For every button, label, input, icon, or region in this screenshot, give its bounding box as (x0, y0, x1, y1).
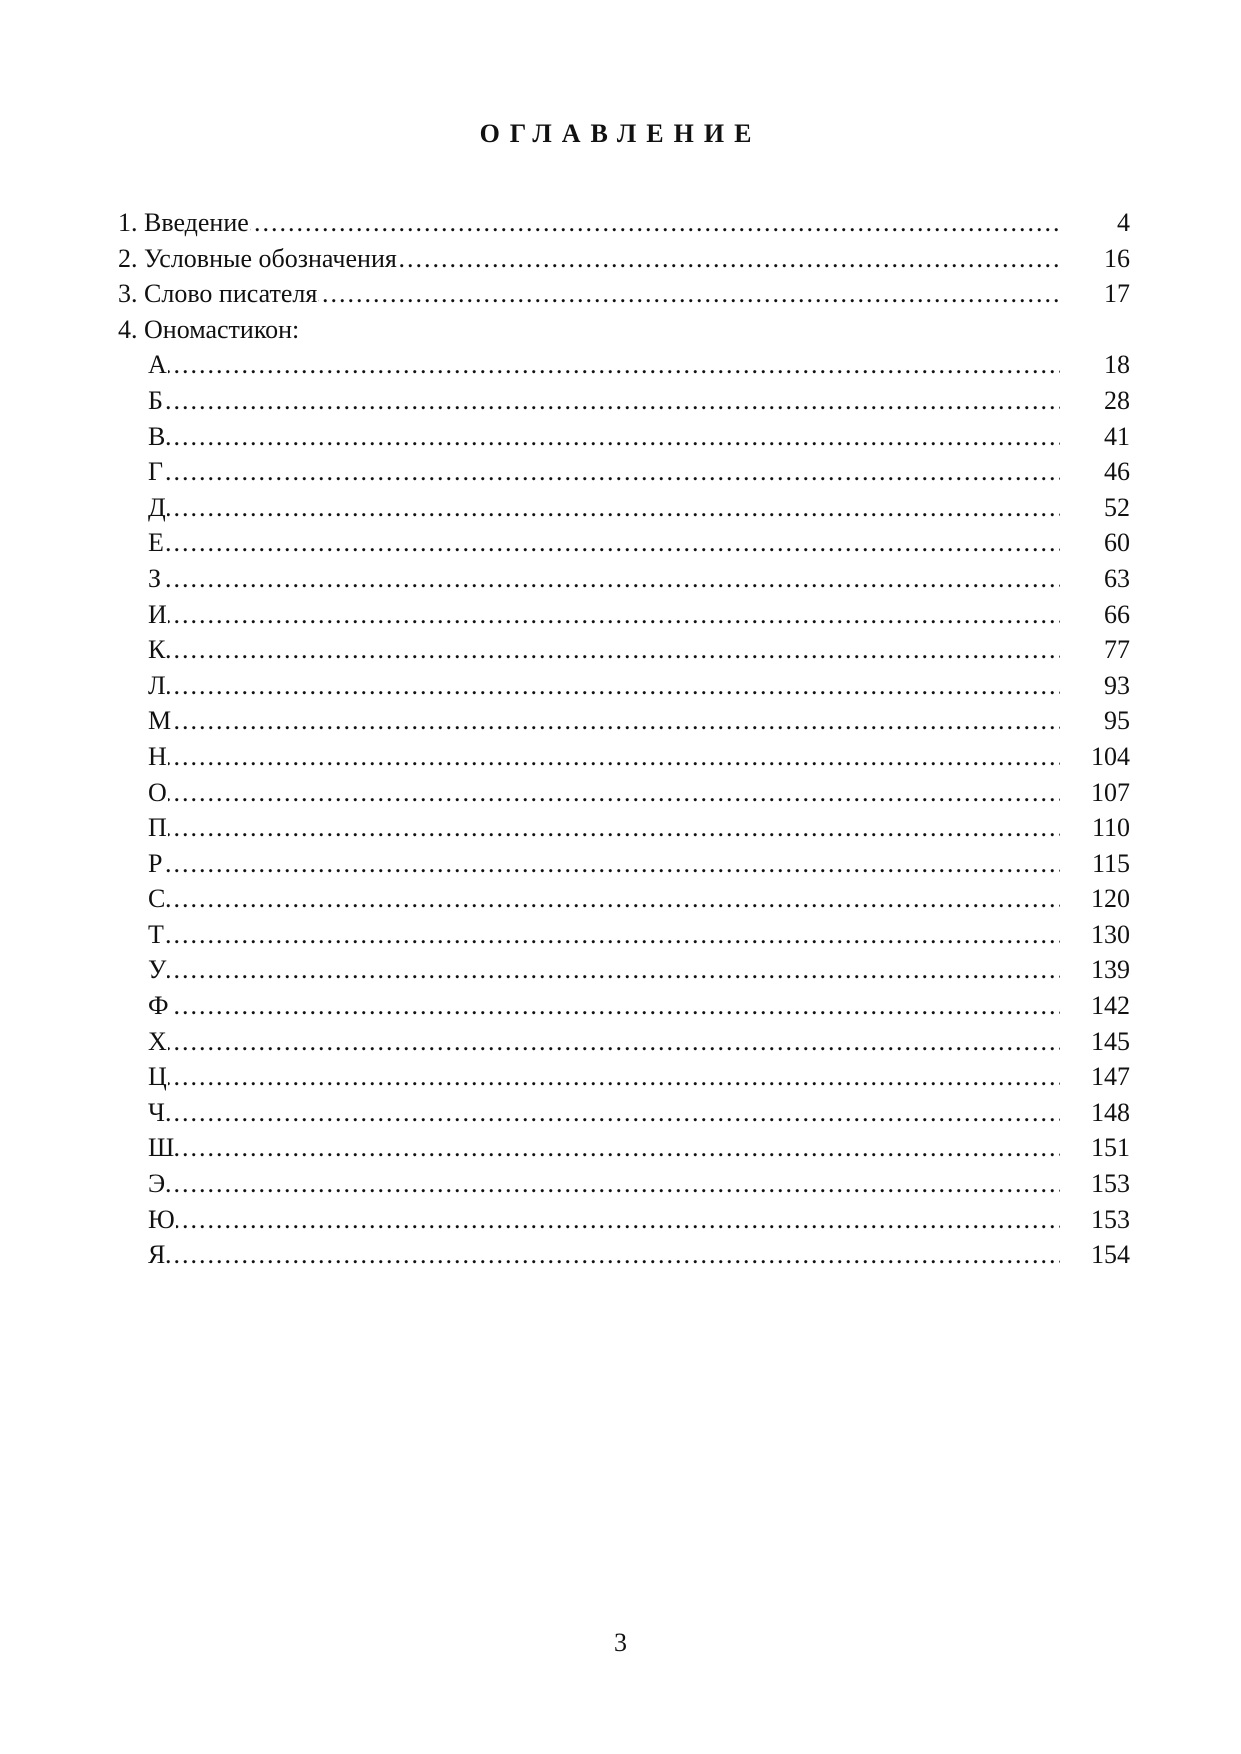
toc-entry-page: 16 (1098, 241, 1130, 277)
toc-entry (118, 525, 1130, 561)
dot-leader (148, 668, 1060, 704)
toc-entry-label: М (148, 706, 172, 736)
toc-entry (118, 668, 1130, 704)
toc-entry-page: 63 (1098, 561, 1130, 597)
toc-entry-label: Д (148, 492, 166, 522)
dot-leader (148, 1024, 1060, 1060)
toc-entry (118, 205, 1130, 241)
toc-entry-label: Э (148, 1169, 166, 1199)
dot-leader (148, 988, 1060, 1024)
toc-entry (118, 632, 1130, 668)
toc-entry-label: З (148, 563, 162, 593)
page-number: 3 (614, 1628, 627, 1657)
toc-entry (118, 383, 1130, 419)
toc-entry-label: Ц (148, 1062, 167, 1092)
toc-entry (118, 917, 1130, 953)
toc-entry-label: Р (148, 848, 163, 878)
toc-entry-label: Х (148, 1026, 167, 1056)
toc-entry-page: 142 (1085, 988, 1130, 1024)
toc-entry-label: Ш (148, 1133, 175, 1163)
toc-entry (118, 1237, 1130, 1273)
toc-entry (118, 312, 1130, 348)
toc-entry-label: 4. Ономастикон: (118, 314, 300, 344)
toc-entry-page: 153 (1085, 1202, 1130, 1238)
dot-leader (148, 846, 1060, 882)
dot-leader (148, 917, 1060, 953)
toc-entry-page: 151 (1085, 1130, 1130, 1166)
toc-entry-label: О (148, 777, 167, 807)
toc-entry-label: Н (148, 741, 167, 771)
toc-entry-label: Б (148, 385, 163, 415)
toc-entry (118, 276, 1130, 312)
toc-entry-page: 17 (1098, 276, 1130, 312)
toc-entry (118, 347, 1130, 383)
dot-leader (148, 1202, 1060, 1238)
toc-entry-page: 52 (1098, 490, 1130, 526)
dot-leader (148, 383, 1060, 419)
toc-entry-page: 115 (1086, 846, 1130, 882)
toc-entry-label: Г (148, 457, 164, 487)
dot-leader (148, 419, 1060, 455)
toc-entry (118, 561, 1130, 597)
toc-entry-label: С (148, 884, 166, 914)
toc-entry-label: Ю (148, 1204, 175, 1234)
dot-leader (148, 810, 1060, 846)
toc-entry (118, 703, 1130, 739)
toc-entry (118, 1130, 1130, 1166)
toc-entry-label: 2. Условные обозначения (118, 243, 397, 273)
toc-entry-page: 4 (1111, 205, 1130, 241)
toc-entry-page: 46 (1098, 454, 1130, 490)
toc-entry-page: 120 (1085, 881, 1130, 917)
toc-entry-label: К (148, 635, 166, 665)
toc-entry (118, 454, 1130, 490)
dot-leader (148, 632, 1060, 668)
toc-entry-label: И (148, 599, 167, 629)
toc-entry-page: 145 (1085, 1024, 1130, 1060)
toc-entry-page: 95 (1098, 703, 1130, 739)
toc-entry (118, 597, 1130, 633)
toc-entry-page: 41 (1098, 419, 1130, 455)
toc-entry (118, 988, 1130, 1024)
dot-leader (148, 775, 1060, 811)
toc-entry (118, 739, 1130, 775)
toc-entry-label: У (148, 955, 167, 985)
toc-entry-page: 18 (1098, 347, 1130, 383)
dot-leader (148, 597, 1060, 633)
dot-leader (148, 454, 1060, 490)
dot-leader (148, 525, 1060, 561)
toc-entry-page: 77 (1098, 632, 1130, 668)
dot-leader (148, 1237, 1060, 1273)
toc-entry-label: В (148, 421, 166, 451)
page-title: ОГЛАВЛЕНИЕ (479, 119, 762, 148)
dot-leader (148, 703, 1060, 739)
toc-entry-label: А (148, 350, 167, 380)
dot-leader (118, 205, 1060, 241)
toc-entry-label: Л (148, 670, 166, 700)
dot-leader (148, 881, 1060, 917)
toc-entry-label: 1. Введение (118, 208, 249, 237)
dot-leader (148, 1059, 1060, 1095)
dot-leader (148, 347, 1060, 383)
toc-entry (118, 952, 1130, 988)
toc-entry-page: 148 (1085, 1095, 1130, 1131)
toc-entry (118, 241, 1130, 277)
toc-entry (118, 810, 1130, 846)
toc-entry (118, 1024, 1130, 1060)
toc-entry-page: 153 (1085, 1166, 1130, 1202)
toc-entry (118, 881, 1130, 917)
dot-leader (148, 739, 1060, 775)
toc-entry-label: Е (148, 528, 164, 558)
toc-entry-page: 147 (1085, 1059, 1130, 1095)
toc-entry-page: 154 (1085, 1237, 1130, 1273)
toc-entry-label: 3. Слово писателя (118, 279, 318, 309)
dot-leader (148, 1166, 1060, 1202)
toc-entry (118, 1202, 1130, 1238)
dot-leader (148, 952, 1060, 988)
toc-entry (118, 846, 1130, 882)
toc-entry-page: 66 (1098, 597, 1130, 633)
toc-entry-page: 93 (1098, 668, 1130, 704)
toc-entry (118, 1059, 1130, 1095)
toc-entry (118, 1095, 1130, 1131)
dot-leader (148, 1130, 1060, 1166)
table-of-contents (118, 205, 1130, 1273)
toc-entry-label: Ч (148, 1097, 165, 1127)
toc-entry-label: Ф (148, 991, 169, 1021)
toc-entry-page: 60 (1098, 525, 1130, 561)
toc-entry-page: 107 (1085, 775, 1130, 811)
dot-leader (148, 1095, 1060, 1131)
toc-entry (118, 775, 1130, 811)
toc-entry-label: Т (148, 919, 164, 949)
toc-entry (118, 1166, 1130, 1202)
toc-entry-page: 139 (1085, 952, 1130, 988)
toc-entry-label: Я (148, 1240, 166, 1270)
toc-entry-page: 28 (1098, 383, 1130, 419)
toc-entry-page: 104 (1085, 739, 1130, 775)
toc-entry-label: П (148, 813, 167, 843)
toc-entry (118, 490, 1130, 526)
toc-entry-page: 110 (1086, 810, 1130, 846)
dot-leader (148, 561, 1060, 597)
toc-entry (118, 419, 1130, 455)
dot-leader (148, 490, 1060, 526)
toc-entry-page: 130 (1085, 917, 1130, 953)
